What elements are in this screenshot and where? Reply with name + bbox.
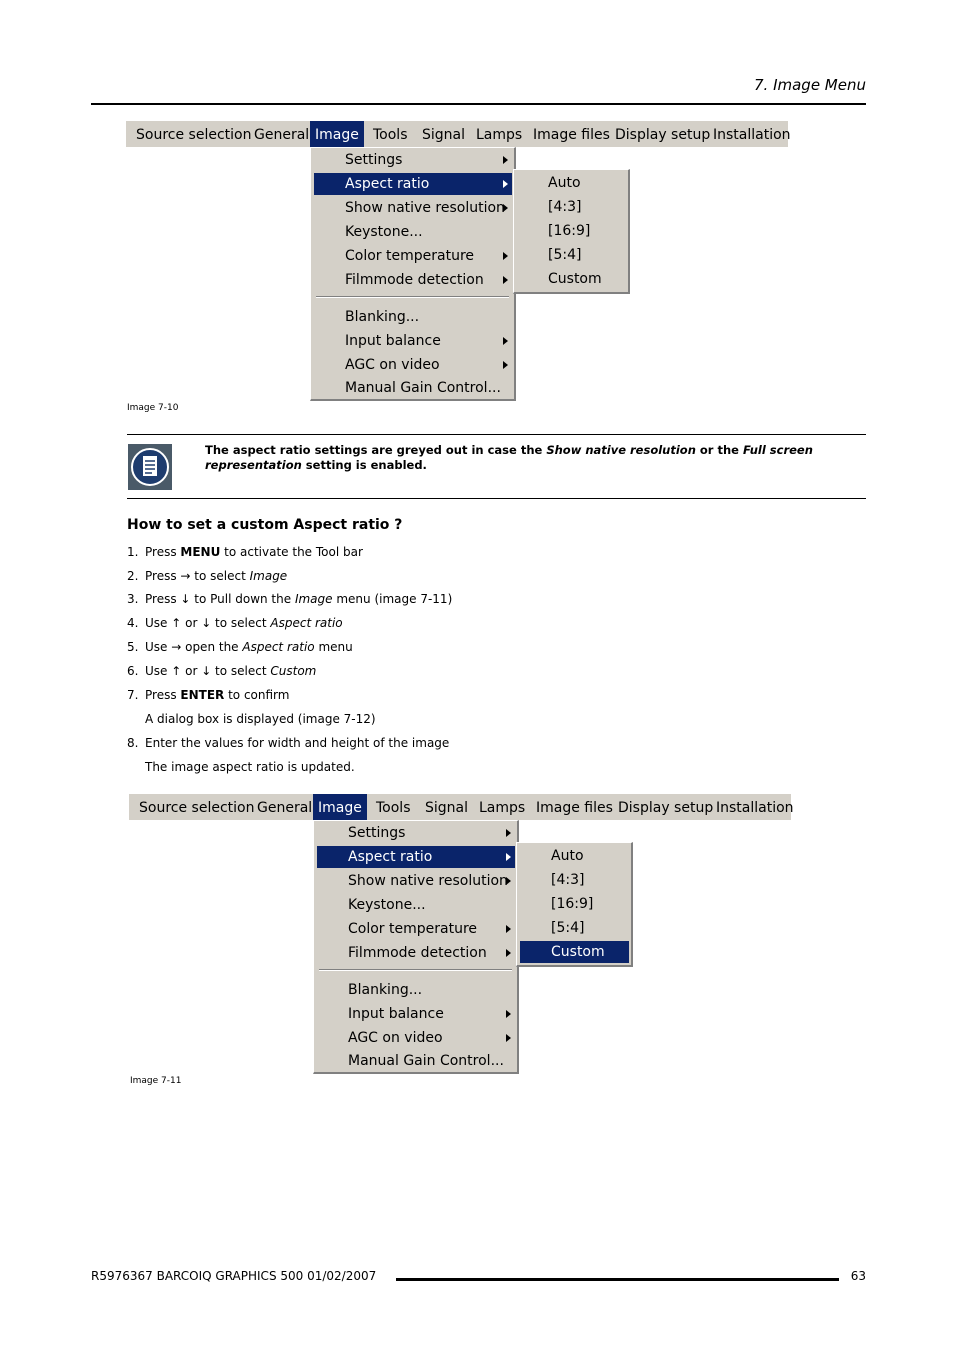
submenu-item-label: [4:3]: [548, 199, 582, 215]
menubar-general[interactable]: General: [257, 800, 313, 816]
step-text: Press: [145, 688, 181, 702]
step-4: [127, 616, 343, 630]
step-number: 5.: [127, 640, 139, 654]
submenu-arrow-icon: [503, 156, 508, 164]
section-title: How to set a custom Aspect ratio ?: [127, 517, 403, 533]
note-text-part: The aspect ratio settings are greyed out in case the: [205, 443, 547, 457]
step-text: Press → to select: [145, 569, 250, 583]
menu-item-label: Settings: [345, 152, 403, 168]
step-number: 1.: [127, 545, 139, 559]
page-number: 63: [850, 1269, 866, 1283]
menu-item-label: Keystone...: [348, 897, 426, 913]
step-6: [127, 664, 316, 678]
menu-bar: [126, 121, 791, 147]
menu-item-input-balance[interactable]: [314, 330, 512, 352]
step-2: [127, 569, 287, 583]
step-text: Press: [145, 545, 181, 559]
submenu-arrow-icon: [503, 180, 508, 188]
step-number: 6.: [127, 664, 139, 678]
aspect-ratio-submenu: [516, 842, 633, 967]
step-5: [127, 640, 353, 654]
menu-screenshot-2: [129, 794, 794, 1079]
menu-item-label: Blanking...: [348, 982, 423, 998]
menubar-image-files[interactable]: Image files: [533, 127, 610, 143]
step-text: Press ↓ to Pull down the: [145, 592, 295, 606]
menu-item-settings[interactable]: [317, 822, 515, 844]
submenu-item-5-4[interactable]: [520, 917, 629, 939]
step-number: 3.: [127, 592, 139, 606]
step-8-result: The image aspect ratio is updated.: [145, 760, 355, 774]
submenu-item-16-9[interactable]: [520, 893, 629, 915]
menu-item-label: Color temperature: [348, 921, 478, 937]
menu-item-aspect-ratio[interactable]: [317, 846, 515, 868]
menu-item-input-balance[interactable]: [317, 1003, 515, 1025]
menubar-image[interactable]: Image: [313, 794, 367, 820]
step-italic: Custom: [270, 664, 317, 678]
step-italic: Image: [294, 592, 333, 606]
menu-bar: [129, 794, 794, 820]
submenu-arrow-icon: [506, 1010, 511, 1018]
menubar-signal[interactable]: Signal: [422, 127, 466, 143]
menu-separator: [319, 969, 512, 971]
step-italic: Aspect ratio: [242, 640, 315, 654]
menubar-source-selection[interactable]: Source selection: [139, 800, 255, 816]
step-text: to confirm: [224, 688, 290, 702]
note-text-part: or the: [695, 443, 743, 457]
step-text: to activate the Tool bar: [220, 545, 363, 559]
step-number: 7.: [127, 688, 139, 702]
menu-item-label: Input balance: [348, 1006, 444, 1022]
menu-item-manual-gain-control[interactable]: [314, 377, 512, 399]
menubar-display-setup[interactable]: Display setup: [618, 800, 714, 816]
submenu-item-label: Custom: [548, 271, 602, 287]
step-keyword: MENU: [180, 545, 221, 559]
submenu-arrow-icon: [506, 949, 511, 957]
submenu-item-label: [16:9]: [551, 896, 594, 912]
note-text-italic: Full screen representation: [205, 443, 813, 472]
step-number: 8.: [127, 736, 139, 750]
submenu-item-label: [5:4]: [548, 247, 582, 263]
step-keyword: ENTER: [180, 688, 225, 702]
header-rule: [91, 103, 866, 105]
menu-item-label: Aspect ratio: [348, 849, 433, 865]
note-rule-top: [127, 434, 866, 435]
menubar-lamps[interactable]: Lamps: [479, 800, 526, 816]
menubar-signal[interactable]: Signal: [425, 800, 469, 816]
document-note-icon: [128, 444, 172, 490]
menu-item-label: Aspect ratio: [345, 176, 430, 192]
menu-item-label: Show native resolution: [345, 200, 505, 216]
image-dropdown: [313, 820, 519, 1074]
menubar-general[interactable]: General: [254, 127, 310, 143]
submenu-item-label: [5:4]: [551, 920, 585, 936]
step-number: 4.: [127, 616, 139, 630]
step-3: [127, 592, 452, 606]
note-text-part: setting is enabled.: [301, 458, 427, 472]
submenu-item-auto[interactable]: [520, 845, 629, 867]
menu-item-label: AGC on video: [345, 357, 440, 373]
menu-item-color-temperature[interactable]: [317, 918, 515, 940]
figure-caption: Image 7-10: [127, 403, 179, 413]
submenu-item-5-4[interactable]: [517, 244, 626, 266]
step-7-result: A dialog box is displayed (image 7-12): [145, 712, 376, 726]
menu-item-label: Blanking...: [345, 309, 420, 325]
submenu-item-16-9[interactable]: [517, 220, 626, 242]
menu-item-blanking[interactable]: [314, 306, 512, 328]
submenu-arrow-icon: [503, 252, 508, 260]
step-text: Enter the values for width and height of the image: [145, 736, 450, 750]
menu-item-label: Settings: [348, 825, 406, 841]
step-8: [127, 736, 449, 750]
menu-item-label: Show native resolution: [348, 873, 508, 889]
submenu-item-custom[interactable]: [520, 941, 629, 963]
submenu-arrow-icon: [506, 829, 511, 837]
note-text: [205, 443, 867, 473]
aspect-ratio-submenu: [513, 169, 630, 294]
menu-item-filmmode-detection[interactable]: [317, 942, 515, 964]
submenu-item-label: [16:9]: [548, 223, 591, 239]
step-text: menu: [314, 640, 353, 654]
menu-item-agc-on-video[interactable]: [317, 1027, 515, 1049]
menu-screenshot-1: [126, 121, 791, 406]
submenu-item-label: Custom: [551, 944, 605, 960]
menu-item-keystone[interactable]: [314, 221, 512, 243]
submenu-item-4-3[interactable]: [520, 869, 629, 891]
step-number: 2.: [127, 569, 139, 583]
step-text: Use ↑ or ↓ to select: [145, 616, 271, 630]
menubar-tools[interactable]: Tools: [376, 800, 411, 816]
step-italic: Image: [249, 569, 288, 583]
menubar-source-selection[interactable]: Source selection: [136, 127, 252, 143]
menu-item-show-native-resolution[interactable]: [314, 197, 512, 219]
menu-item-label: Filmmode detection: [345, 272, 484, 288]
chapter-title: 7. Image Menu: [753, 76, 866, 94]
submenu-item-label: Auto: [548, 175, 581, 191]
menu-item-color-temperature[interactable]: [314, 245, 512, 267]
menu-item-agc-on-video[interactable]: [314, 354, 512, 376]
menu-item-show-native-resolution[interactable]: [317, 870, 515, 892]
note-rule-bottom: [127, 498, 866, 499]
submenu-item-custom[interactable]: [517, 268, 626, 290]
submenu-arrow-icon: [506, 877, 511, 885]
menu-item-keystone[interactable]: [317, 894, 515, 916]
menu-item-blanking[interactable]: [317, 979, 515, 1001]
menu-item-manual-gain-control[interactable]: [317, 1050, 515, 1072]
menu-item-aspect-ratio[interactable]: [314, 173, 512, 195]
menu-item-label: Manual Gain Control...: [348, 1053, 504, 1069]
step-text: Use → open the: [145, 640, 243, 654]
submenu-arrow-icon: [503, 337, 508, 345]
submenu-item-label: Auto: [551, 848, 584, 864]
menubar-display-setup[interactable]: Display setup: [615, 127, 711, 143]
menu-separator: [316, 296, 509, 298]
menu-item-label: Input balance: [345, 333, 441, 349]
figure-caption: Image 7-11: [130, 1076, 182, 1086]
submenu-arrow-icon: [503, 204, 508, 212]
footer-document-info: R5976367 BARCOIQ GRAPHICS 500 01/02/2007: [91, 1269, 377, 1283]
menu-item-label: Keystone...: [345, 224, 423, 240]
step-7: [127, 688, 289, 702]
step-text: menu (image 7-11): [332, 592, 453, 606]
step-1: [127, 545, 363, 559]
submenu-arrow-icon: [506, 925, 511, 933]
submenu-arrow-icon: [506, 1034, 511, 1042]
menubar-image-files[interactable]: Image files: [536, 800, 613, 816]
submenu-arrow-icon: [506, 853, 511, 861]
menu-item-label: Filmmode detection: [348, 945, 487, 961]
menubar-tools[interactable]: Tools: [373, 127, 408, 143]
submenu-arrow-icon: [503, 361, 508, 369]
menu-item-label: Manual Gain Control...: [345, 380, 501, 396]
menubar-installation[interactable]: Installation: [713, 127, 791, 143]
menu-item-filmmode-detection[interactable]: [314, 269, 512, 291]
step-italic: Aspect ratio: [270, 616, 343, 630]
submenu-item-label: [4:3]: [551, 872, 585, 888]
menu-item-settings[interactable]: [314, 149, 512, 171]
submenu-item-4-3[interactable]: [517, 196, 626, 218]
menubar-installation[interactable]: Installation: [716, 800, 794, 816]
image-dropdown: [310, 147, 516, 401]
step-text: Use ↑ or ↓ to select: [145, 664, 271, 678]
footer-rule: [396, 1278, 839, 1281]
submenu-item-auto[interactable]: [517, 172, 626, 194]
menubar-lamps[interactable]: Lamps: [476, 127, 523, 143]
note-text-italic: Show native resolution: [546, 443, 696, 457]
menu-item-label: AGC on video: [348, 1030, 443, 1046]
submenu-arrow-icon: [503, 276, 508, 284]
menubar-image[interactable]: Image: [310, 121, 364, 147]
menu-item-label: Color temperature: [345, 248, 475, 264]
